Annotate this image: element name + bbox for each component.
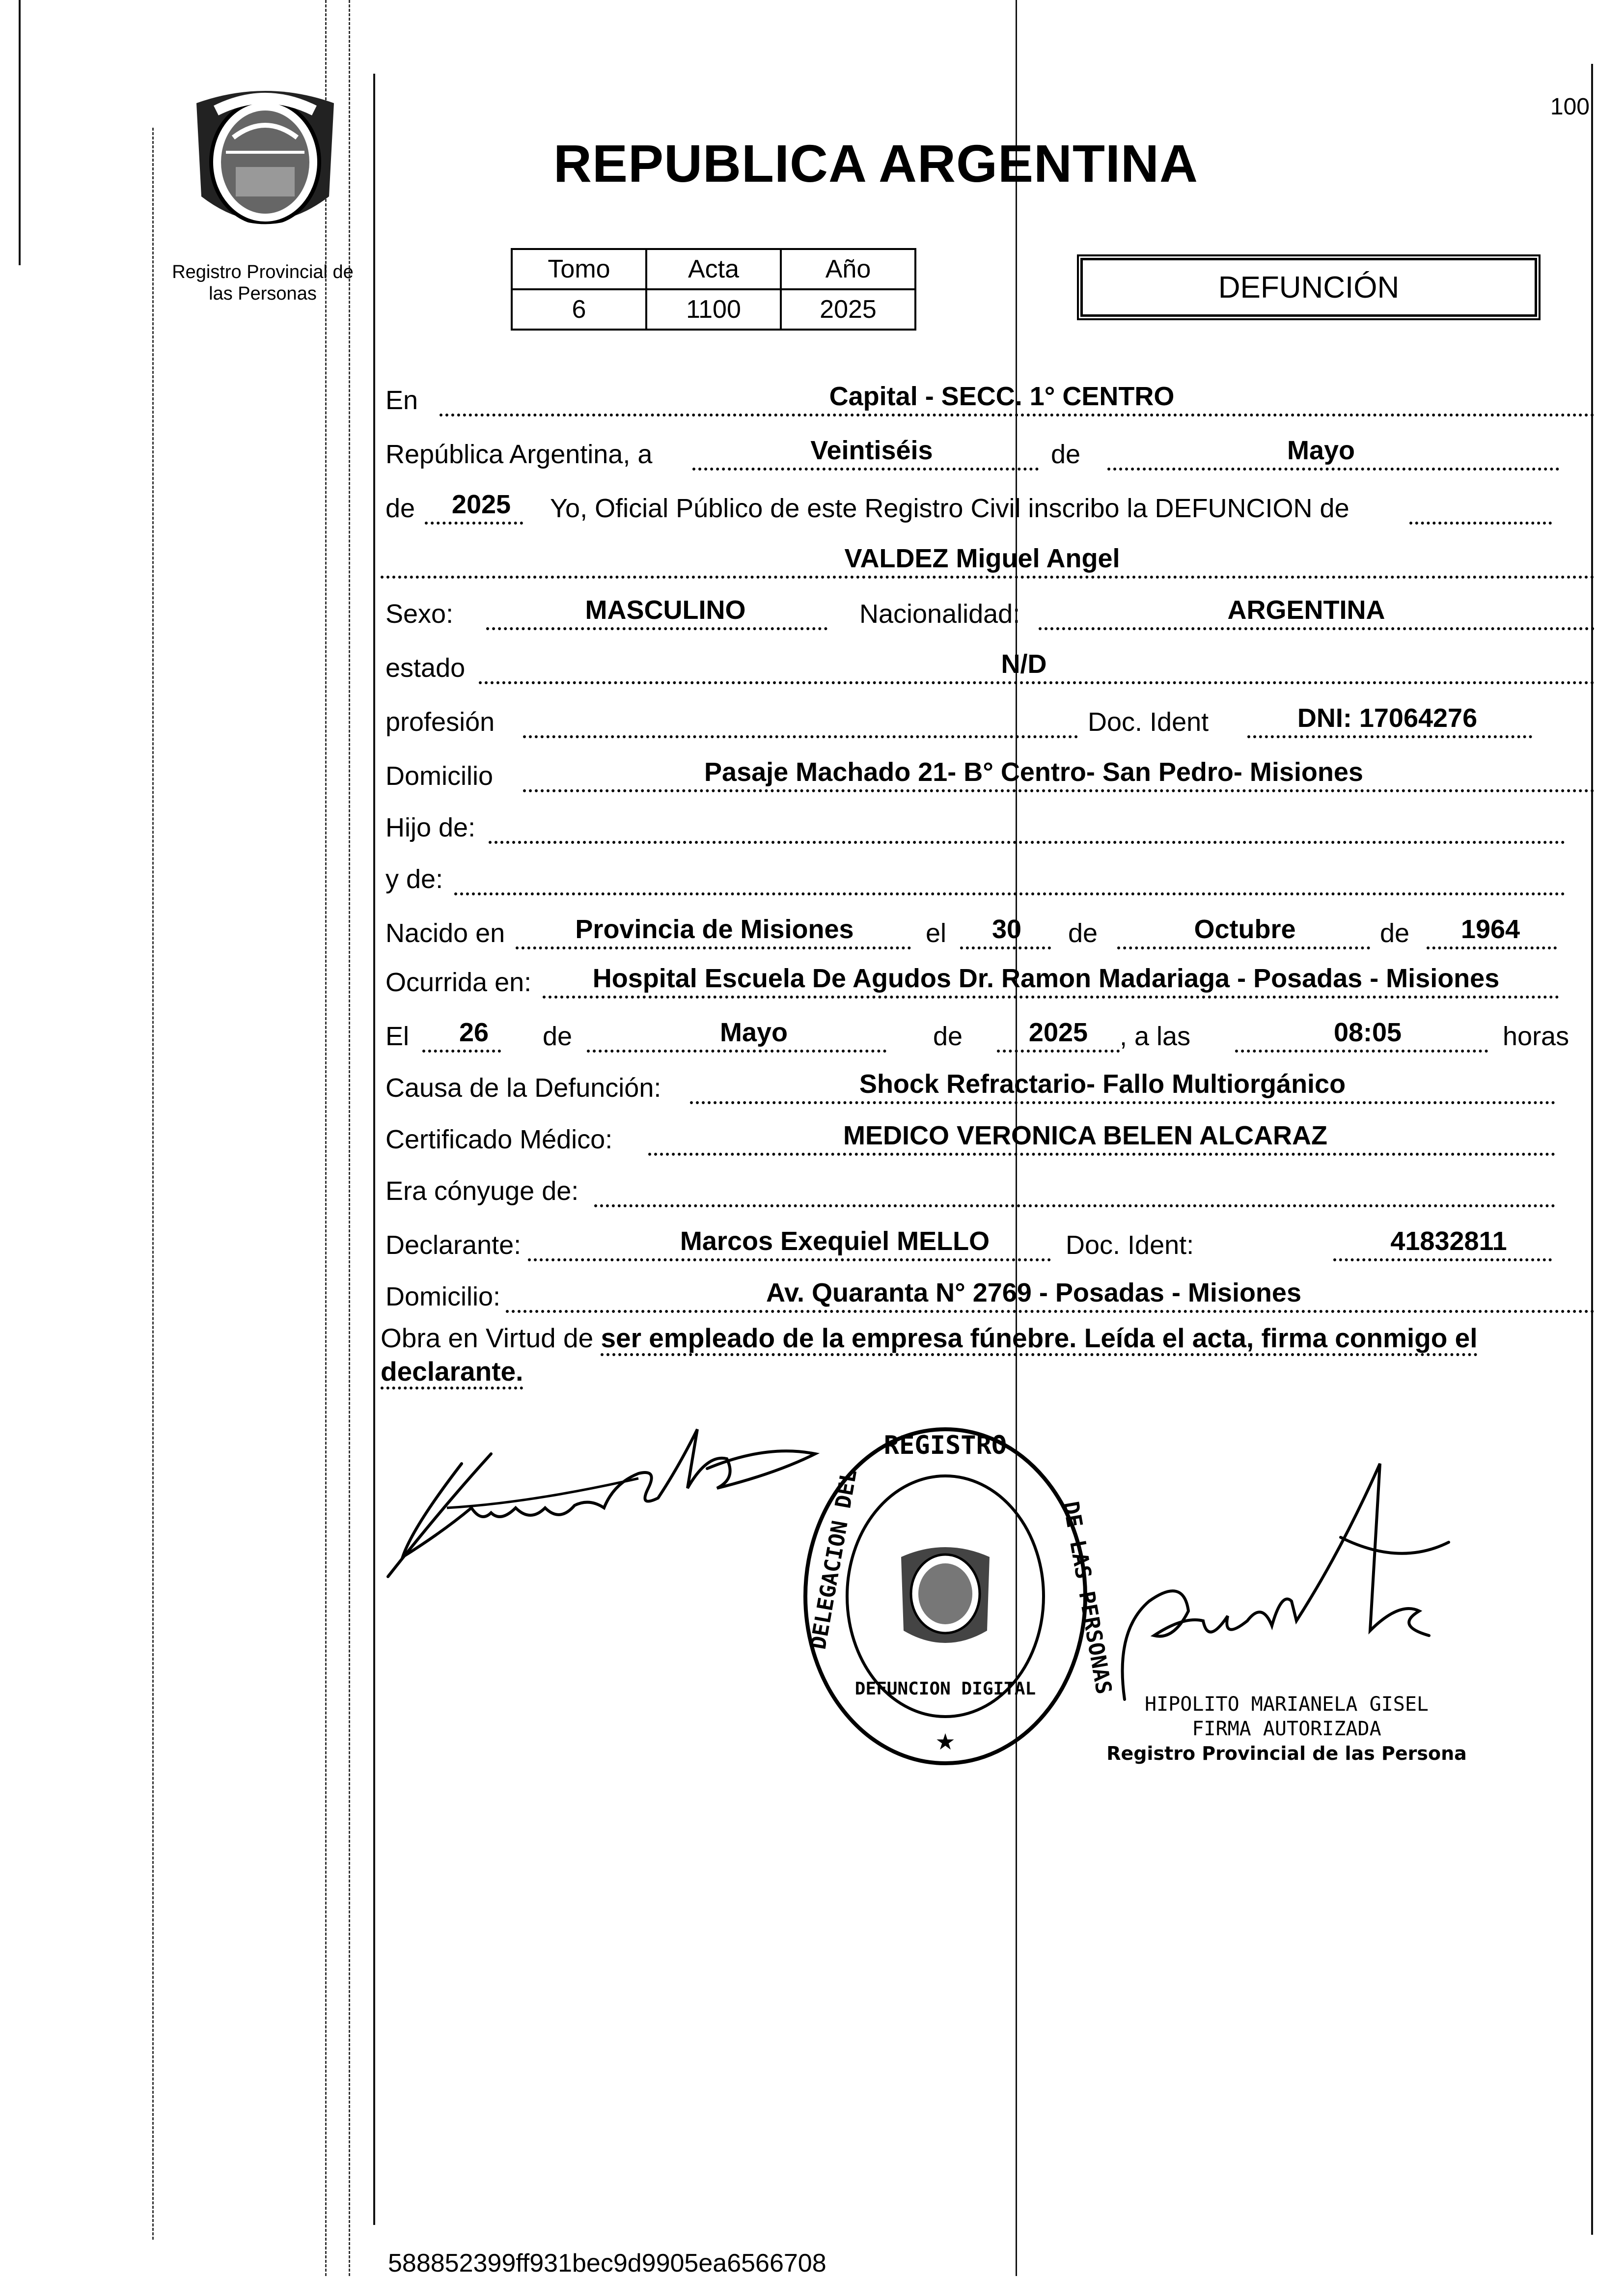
horas-label: horas	[1503, 1022, 1569, 1051]
obra-en-virtud	[381, 1321, 1579, 1388]
signatory-block	[1090, 1692, 1483, 1766]
anio-header: Año	[781, 249, 915, 289]
row-domicilio	[381, 754, 1595, 798]
conyuge-label: Era cónyuge de:	[385, 1176, 579, 1206]
nacionalidad-value: ARGENTINA	[1227, 595, 1385, 625]
stamp-top-text: REGISTRO	[883, 1431, 1007, 1460]
el-label: el	[926, 918, 947, 948]
row-certificado	[381, 1117, 1595, 1162]
domicilio2-value: Av. Quaranta N° 2769 - Posadas - Misiones	[766, 1278, 1301, 1307]
reference-table	[511, 248, 916, 331]
domicilio-value: Pasaje Machado 21- B° Centro- San Pedro- Misiones	[704, 757, 1363, 787]
month-text: Mayo	[1287, 436, 1355, 465]
doc-ident-value: DNI: 17064276	[1297, 703, 1478, 733]
en-label: En	[385, 386, 418, 415]
domicilio-label: Domicilio	[385, 761, 494, 791]
page-title: REPUBLICA ARGENTINA	[553, 134, 1198, 193]
acta-value: 1100	[646, 289, 781, 330]
profesion-label: profesión	[385, 707, 495, 737]
certificado-label: Certificado Médico:	[385, 1125, 613, 1154]
stamp-left-text: DELEGACION DEL	[805, 1467, 862, 1651]
dashed-margin-line-3	[152, 128, 155, 2240]
row-fecha	[381, 432, 1595, 476]
oficial-fill	[1409, 493, 1552, 525]
row-en	[381, 378, 1595, 422]
signatory-name: HIPOLITO MARIANELA GISEL	[1145, 1693, 1429, 1716]
death-time: 08:05	[1333, 1018, 1402, 1047]
authorized-signature	[1105, 1454, 1449, 1699]
obra-label: Obra en Virtud de	[381, 1323, 594, 1353]
domicilio2-label: Domicilio:	[385, 1282, 501, 1311]
de-label: de	[1051, 440, 1081, 469]
nacido-label: Nacido en	[385, 918, 505, 948]
tomo-header: Tomo	[512, 249, 646, 289]
declarante-label: Declarante:	[385, 1230, 522, 1260]
row-nombre	[381, 540, 1595, 584]
estado-value: N/D	[1001, 649, 1047, 679]
reference-value-row	[512, 289, 915, 330]
death-year: 2025	[1028, 1018, 1088, 1047]
en-value: Capital - SECC. 1° CENTRO	[829, 382, 1175, 411]
row-yde	[381, 857, 1595, 901]
hijo-fill	[489, 812, 1565, 844]
certificado-value: MEDICO VERONICA BELEN ALCARAZ	[843, 1121, 1328, 1150]
row-sexo	[381, 592, 1595, 636]
death-de1-label: de	[543, 1022, 573, 1051]
anio-value: 2025	[781, 289, 915, 330]
acta-header: Acta	[646, 249, 781, 289]
year-value: 2025	[451, 490, 511, 519]
birth-day: 30	[991, 915, 1022, 944]
document-hash: 588852399ff931bec9d9905ea6566708	[388, 2249, 826, 2278]
dashed-margin-line-2	[349, 0, 352, 2276]
row-estado	[381, 646, 1595, 690]
ocurrida-label: Ocurrida en:	[385, 968, 532, 997]
row-causa	[381, 1066, 1595, 1110]
republica-label: República Argentina, a	[385, 440, 653, 469]
death-day: 26	[459, 1018, 489, 1047]
reference-header-row	[512, 249, 915, 289]
row-fecha-defuncion	[381, 1014, 1595, 1058]
sexo-label: Sexo:	[385, 599, 454, 629]
yde-label: y de:	[385, 864, 443, 894]
day-text: Veintiséis	[810, 436, 933, 465]
birth-de2-label: de	[1380, 918, 1410, 948]
oficial-text: Yo, Oficial Público de este Registro Civil inscribo la DEFUNCION de	[550, 494, 1349, 523]
dashed-margin-line	[325, 0, 328, 2276]
el2-label: El	[385, 1022, 410, 1051]
profesion-fill	[523, 707, 1078, 738]
conyuge-fill	[594, 1176, 1555, 1207]
registry-name-line2: las Personas	[209, 283, 317, 304]
stamp-right-text: DE LAS PERSONAS	[1058, 1500, 1117, 1696]
declarante-value: Marcos Exequiel MELLO	[680, 1226, 990, 1256]
row-oficial	[381, 486, 1595, 530]
registry-name	[157, 261, 368, 305]
record-type-box: DEFUNCIÓN	[1080, 258, 1537, 317]
form-left-line	[373, 74, 375, 2225]
nacido-value: Provincia de Misiones	[575, 915, 854, 944]
doc2-label: Doc. Ident:	[1066, 1230, 1194, 1260]
estado-label: estado	[385, 653, 466, 683]
causa-value: Shock Refractario- Fallo Multiorgánico	[859, 1069, 1346, 1099]
row-domicilio2	[381, 1275, 1595, 1319]
tomo-value: 6	[512, 289, 646, 330]
doc2-value: 41832811	[1390, 1226, 1507, 1256]
stamp-center-seal	[901, 1547, 990, 1643]
signatory-office: Registro Provincial de las Persona	[1106, 1743, 1467, 1764]
obra-value: ser empleado de la empresa fúnebre. Leída el acta, firma conmigo el declarante.	[381, 1323, 1478, 1389]
sexo-value: MASCULINO	[585, 595, 746, 625]
row-hijo	[381, 806, 1595, 850]
signatory-role: FIRMA AUTORIZADA	[1192, 1718, 1381, 1740]
declarant-signature	[383, 1410, 825, 1586]
hijo-label: Hijo de:	[385, 813, 476, 842]
row-profesion	[381, 700, 1595, 744]
stamp-inner-text: DEFUNCION DIGITAL	[854, 1679, 1036, 1699]
death-month: Mayo	[719, 1018, 788, 1047]
death-de2-label: de	[933, 1022, 963, 1051]
row-conyuge	[381, 1169, 1595, 1213]
birth-year: 1964	[1460, 915, 1520, 944]
yde-fill	[454, 864, 1565, 895]
provincial-seal-logo	[187, 83, 344, 246]
stamp-star-icon: ★	[935, 1729, 956, 1754]
page-number: 100	[1550, 94, 1590, 120]
birth-de1-label: de	[1068, 918, 1098, 948]
doc-ident-label: Doc. Ident	[1088, 707, 1209, 737]
official-stamp	[796, 1419, 1117, 1773]
birth-month: Octubre	[1194, 915, 1296, 944]
ocurrida-value: Hospital Escuela De Agudos Dr. Ramon Madariaga - Posadas - Misiones	[592, 964, 1500, 993]
year-label: de	[385, 494, 415, 523]
nacionalidad-label: Nacionalidad:	[859, 599, 1020, 629]
row-nacido	[381, 911, 1595, 955]
causa-label: Causa de la Defunción:	[385, 1073, 661, 1103]
deceased-name: VALDEZ Miguel Angel	[844, 544, 1120, 573]
registry-name-line1: Registro Provincial de	[172, 262, 354, 282]
alas-label: , a las	[1120, 1022, 1191, 1051]
row-declarante	[381, 1223, 1595, 1267]
row-ocurrida	[381, 960, 1595, 1004]
